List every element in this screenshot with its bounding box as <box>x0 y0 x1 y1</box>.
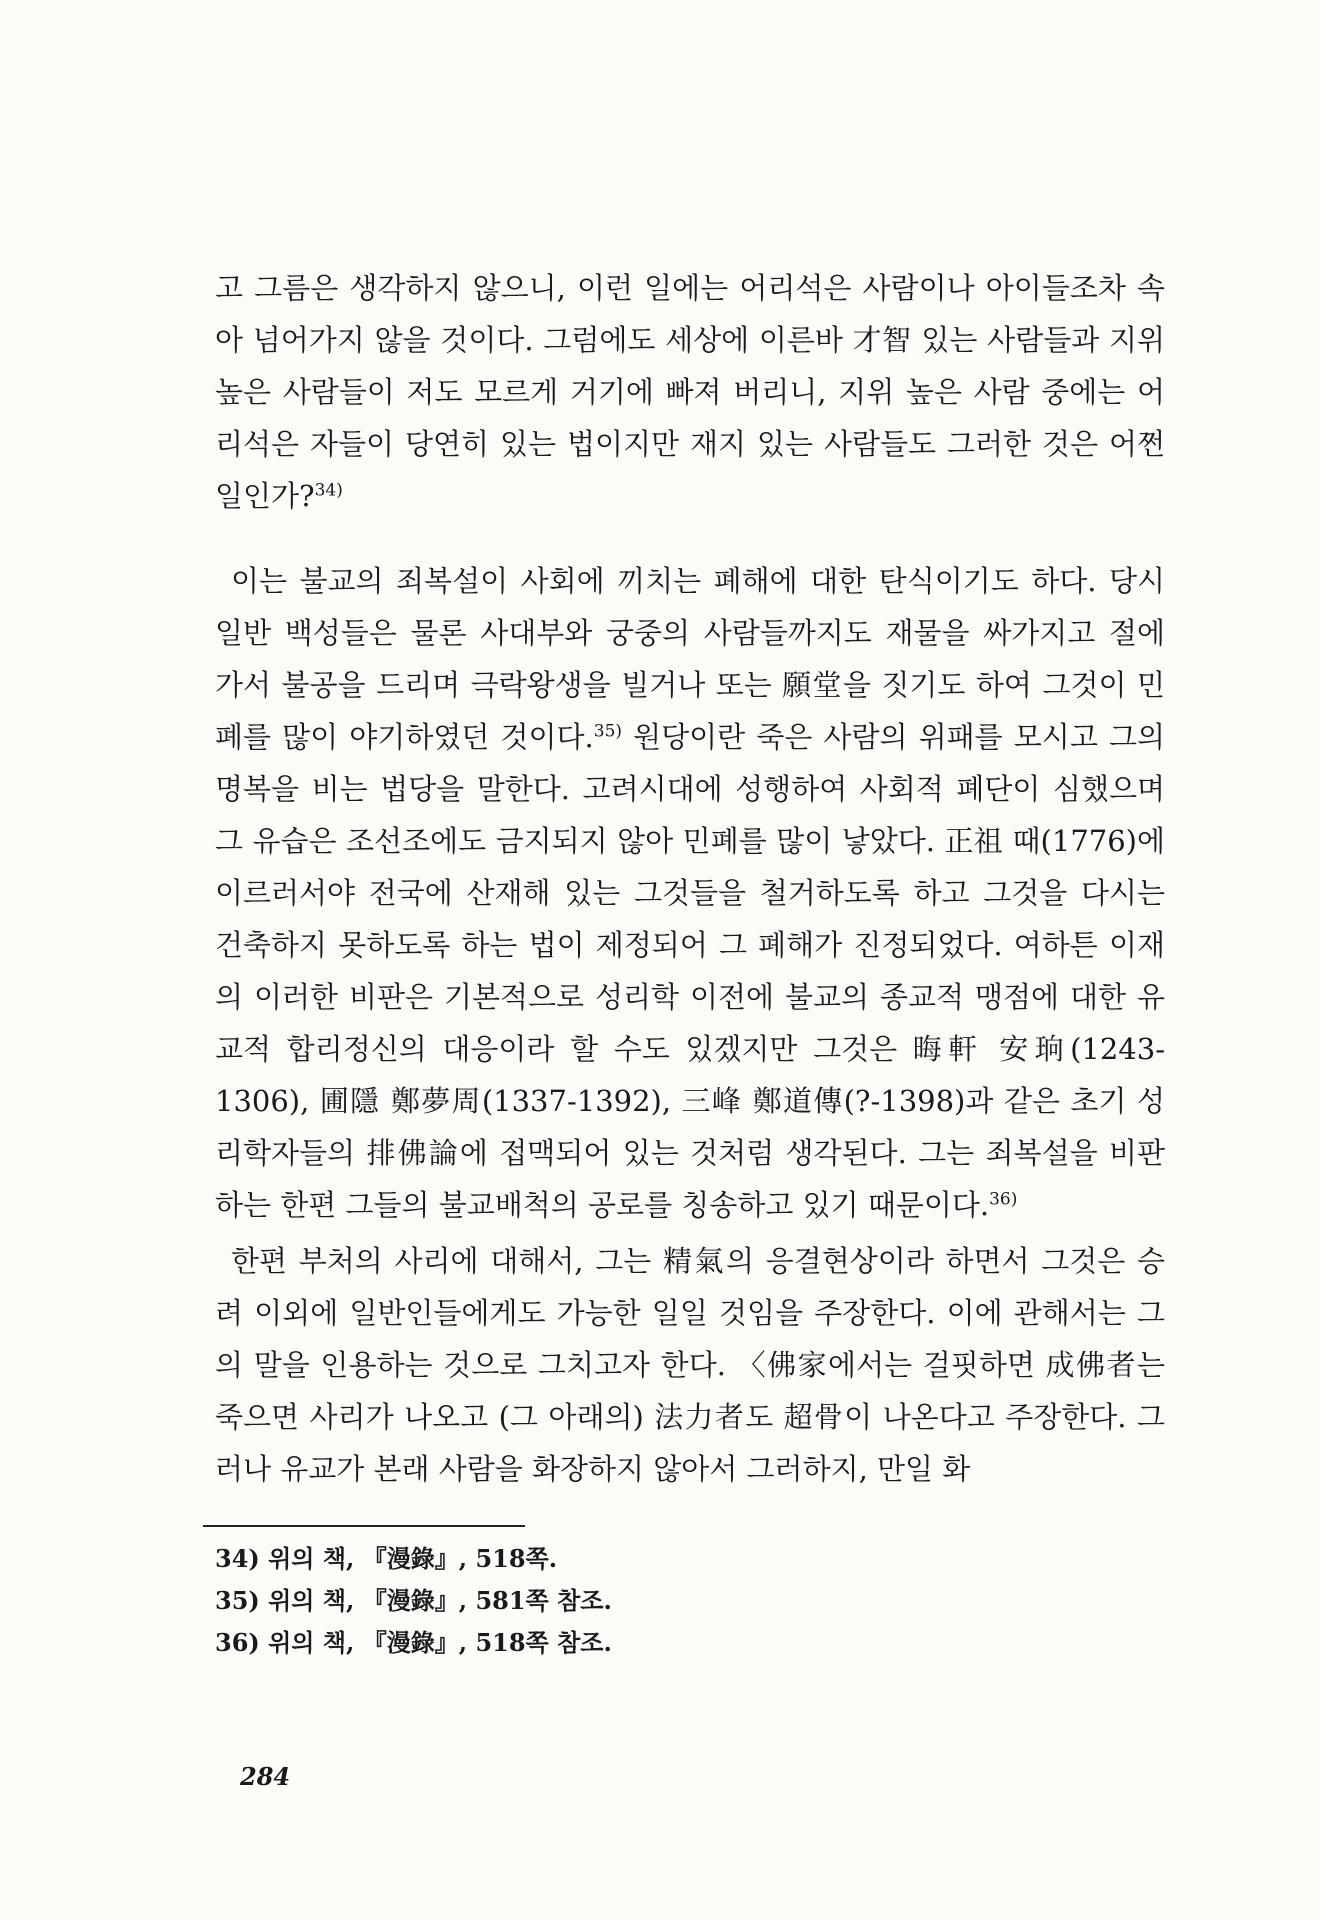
footnote-ref-34: 34) <box>314 480 343 501</box>
footnote-ref-35: 35) <box>593 721 623 742</box>
footnote-36: 36) 위의 책, 『漫錄』, 518쪽 참조. <box>215 1628 612 1657</box>
footnotes <box>215 1538 915 1664</box>
footnote-34: 34) 위의 책, 『漫錄』, 518쪽. <box>215 1544 558 1573</box>
paragraph-2-text: 한편 부처의 사리에 대해서, 그는 精氣의 응결현상이라 하면서 그것은 승려 이외에 일반인들에게도 가능한 일일 것임을 주장한다. 이에 관해서는 그의 말을 인용하는 것으로 그치고자 한다. 〈佛家에서는 걸핏하면 成佛者는 죽으면 사리가 나오고 (그 아래의) 法力者도 超骨이 나온다고 주장한다. 그러나 유교가 본래 사람을 화장하지 않아서 그러하지, 만일 화 <box>215 1244 1165 1486</box>
block-quote <box>215 262 1165 522</box>
paragraph-1-text-b: 원당이란 죽은 사람의 위패를 모시고 그의 명복을 비는 법당을 말한다. 고려시대에 성행하여 사회적 폐단이 심했으며 그 유습은 조선조에도 금지되지 않아 민폐를 많이 낳았다. 正祖 때(1776)에 이르러서야 전국에 산재해 있는 그것들을 철거하도록 하고 그것을 다시는 건축하지 못하도록 하는 법이 제정되어 그 폐해가 진정되었다. 여하튼 이재의 이러한 비판은 기본적으로 성리학 이전에 불교의 종교적 맹점에 대한 유교적 합리정신의 대응이라 할 수도 있겠지만 그것은 晦軒 安珦(1243-1306), 圃隱 鄭夢周(1337-1392), 三峰 鄭道傳(?-1398)과 같은 초기 성리학자들의 排佛論에 접맥되어 있는 것처럼 생각된다. 그는 죄복설을 비판하는 한편 그들의 불교배척의 공로를 칭송하고 있기 때문이다. <box>215 720 1165 1222</box>
page-number: 284 <box>240 1762 291 1791</box>
quote-paragraph <box>215 262 1165 522</box>
paragraph-1 <box>215 555 1165 1231</box>
body-text <box>215 555 1165 1499</box>
footnote-35: 35) 위의 책, 『漫錄』, 581쪽 참조. <box>215 1586 612 1615</box>
footnote-ref-36: 36) <box>989 1189 1018 1210</box>
paragraph-1-text-a: 이는 불교의 죄복설이 사회에 끼치는 폐해에 대한 탄식이기도 하다. 당시 일반 백성들은 물론 사대부와 궁중의 사람들까지도 재물을 싸가지고 절에 가서 불공을 드리며 극락왕생을 빌거나 또는 願堂을 짓기도 하여 그것이 민폐를 많이 야기하였던 것이다. <box>215 564 1165 754</box>
footnote-divider <box>203 1525 525 1527</box>
quote-text: 고 그름은 생각하지 않으니, 이런 일에는 어리석은 사람이나 아이들조차 속아 넘어가지 않을 것이다. 그럼에도 세상에 이른바 才智 있는 사람들과 지위 높은 사람들이 저도 모르게 거기에 빠져 버리니, 지위 높은 사람 중에는 어리석은 자들이 당연히 있는 법이지만 재지 있는 사람들도 그러한 것은 어쩐 일인가? <box>215 271 1165 513</box>
paragraph-2 <box>215 1235 1165 1495</box>
